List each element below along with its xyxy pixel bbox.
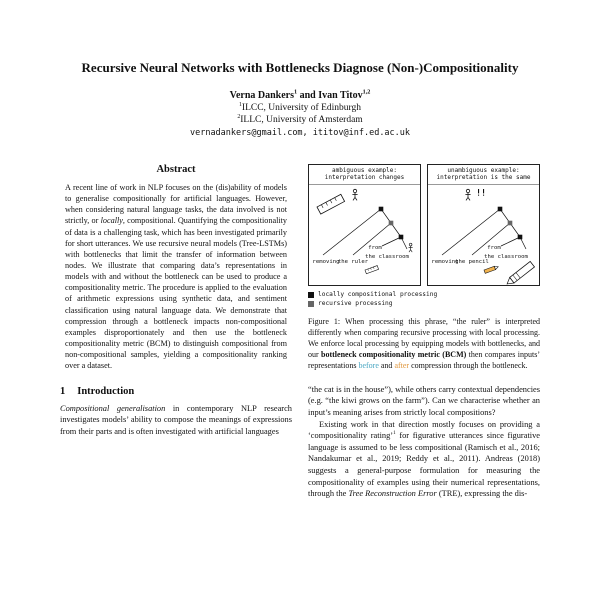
person-icon: [409, 243, 413, 252]
caption-part-b: then compares inputs’ representations: [308, 350, 540, 370]
authors-and: and: [297, 89, 319, 101]
ambiguous-header-line1: ambiguous example:: [331, 166, 398, 174]
abstract-italic-locally: locally: [100, 216, 123, 226]
legend-item-recursive: [308, 299, 540, 308]
author-emails: vernadankers@gmail.com, ititov@inf.ed.ac.uk: [189, 127, 411, 138]
tree-branches: [323, 209, 407, 255]
figure-box-unambiguous: [427, 164, 540, 286]
p2-part-b: for figurative utterances since figurative language is assumed to be less compositional (Ramisch et al., 2016; Nandakumar et al., 2019; Reddy et al., 2011). Andreas (2018) suggests a general-purpose formulation for measuring the compositionality of examples using their numerical representations, through the: [308, 431, 540, 499]
caption-part-d: compression through the bottleneck.: [409, 360, 528, 370]
paper-header: [0, 0, 600, 138]
author-2-affmark: 1,2: [362, 88, 371, 96]
caption-word-before: before: [358, 360, 379, 370]
ambiguous-tree-diagram: [309, 185, 420, 285]
tree-node-local: [518, 235, 523, 240]
legend-label-recursive: recursive processing: [318, 300, 393, 308]
figure-legend: [308, 290, 540, 309]
abstract-part-2: , compositional. Quantifying the compositionality of data is a challenging task, which has been investigated primarily for short utterances. We use recursive neural models (Tree-LSTMs) with bottlenecks that limit the transfer of information between nodes. We illustrate that comparing data’s representations in models with and without the bottleneck can be used to produce a compositionality metric. The procedure is applied to the evaluation of arithmetic expressions using synthetic data, and sentiment classification using natural language data. We demonstrate that compression through a bottleneck impacts non-compositional examples disproportionately and then use the bottleneck compositionality metric (BCM) to distinguish compositional from non-compositional samples, yielding a compositionality ranking over a dataset.: [65, 216, 287, 371]
legend-swatch-local: [308, 292, 314, 298]
caption-bcm-bold: bottleneck compositionality metric (BCM): [321, 350, 467, 360]
tree-node-local: [399, 235, 404, 240]
right-column-body: [308, 384, 540, 500]
unambiguous-header-line1: unambiguous example:: [447, 166, 520, 174]
authors-line: [0, 90, 600, 101]
section-1-title: Introduction: [77, 385, 135, 397]
tree-node-recursive: [389, 221, 394, 226]
body-paragraph-1: “the cat is in the house”), while others carry contextual dependencies (e.g. “the kiwi grows on the farm”). Can we characterise whether an input’s meaning arises from strictly local compositions?: [308, 384, 540, 418]
affiliation-1-text: ILCC, University of Edinburgh: [241, 102, 362, 113]
section-1-number: 1: [60, 385, 66, 397]
author-1: Verna Dankers: [229, 89, 295, 101]
intro-paragraph: [60, 403, 292, 438]
caption-part-a: Figure 1: When processing this phrase, “the ruler” is interpreted differently when comparing recursive processing with local processing. We enforce local processing by equipping models with bottlenecks, and our: [308, 317, 540, 360]
affiliation-2-text: ILLC, University of Amsterdam: [240, 114, 363, 125]
author-2: Ivan Titov: [318, 89, 363, 101]
leaf-the-classroom: the classroom: [365, 253, 409, 260]
ambiguous-header-line2: interpretation changes: [324, 174, 405, 182]
abstract-heading: Abstract: [156, 163, 196, 175]
ruler-icon: [317, 194, 345, 214]
leaf-the-ruler: the ruler: [337, 258, 369, 265]
tree-node-local: [498, 207, 503, 212]
figure-box-ambiguous: [308, 164, 421, 286]
two-column-body: [0, 164, 600, 500]
exclamation-icon: [478, 189, 484, 196]
ruler-icon: [365, 265, 379, 273]
p2-tre-italic: Tree Reconstruction Error: [348, 489, 437, 499]
intro-italic-lead: Compositional generalisation: [60, 403, 166, 413]
pencil-icon: [505, 261, 535, 285]
section-1-heading: [60, 386, 292, 397]
figure-box-unambiguous-header: [428, 165, 539, 185]
intro-lead-rest: in contemporary NLP research investigates models’ ability to compose the meanings of expressions from their parts and is often investigated with artificial languages: [60, 403, 292, 436]
unambiguous-tree-diagram: [428, 185, 539, 285]
leaf-the-classroom: the classroom: [484, 253, 528, 260]
person-icon: [465, 189, 470, 200]
affiliation-1-mark: 1: [238, 101, 242, 108]
abstract-part-1: A recent line of work in NLP focuses on the (dis)ability of models to generalise compositionally for artificial languages. However, when considering natural language tasks, the data involved is not strictly, or: [65, 182, 287, 226]
affiliation-2-mark: 2: [237, 113, 241, 120]
unambiguous-header-line2: interpretation is the same: [436, 174, 531, 182]
affiliation-2: [0, 115, 600, 125]
figure-1: [308, 164, 540, 286]
legend-item-local: [308, 290, 540, 299]
paper-title: Recursive Neural Networks with Bottlenecks Diagnose (Non-)Compositionality: [81, 60, 519, 75]
abstract-text: [65, 182, 287, 372]
leaf-from: from: [368, 244, 382, 251]
caption-part-c: and: [378, 360, 395, 370]
footnote-marker-1: 1: [393, 430, 396, 437]
caption-word-after: after: [394, 360, 410, 370]
legend-label-local: locally compositional processing: [318, 290, 438, 298]
body-paragraph-2: [308, 419, 540, 500]
figure-box-ambiguous-header: [309, 165, 420, 185]
right-column: [308, 164, 540, 500]
leaf-from: from: [487, 244, 501, 251]
figure-1-caption: [308, 317, 540, 371]
tree-node-recursive: [508, 221, 513, 226]
tree-branches: [442, 209, 526, 255]
leaf-removing: removing: [312, 258, 340, 265]
leaf-removing: removing: [431, 258, 459, 265]
author-1-affmark: 1: [294, 88, 298, 96]
pencil-icon: [484, 265, 499, 273]
leaf-the-pencil: the pencil: [455, 258, 489, 265]
person-icon: [352, 189, 357, 200]
affiliation-1: [0, 103, 600, 113]
legend-swatch-recursive: [308, 301, 314, 307]
p2-part-a: Existing work in that direction mostly focuses on providing a ‘compositionality rating’: [308, 419, 540, 441]
tree-node-local: [379, 207, 384, 212]
p2-part-c: (TRE), expressing the dis-: [436, 489, 528, 499]
left-column: [60, 164, 292, 500]
